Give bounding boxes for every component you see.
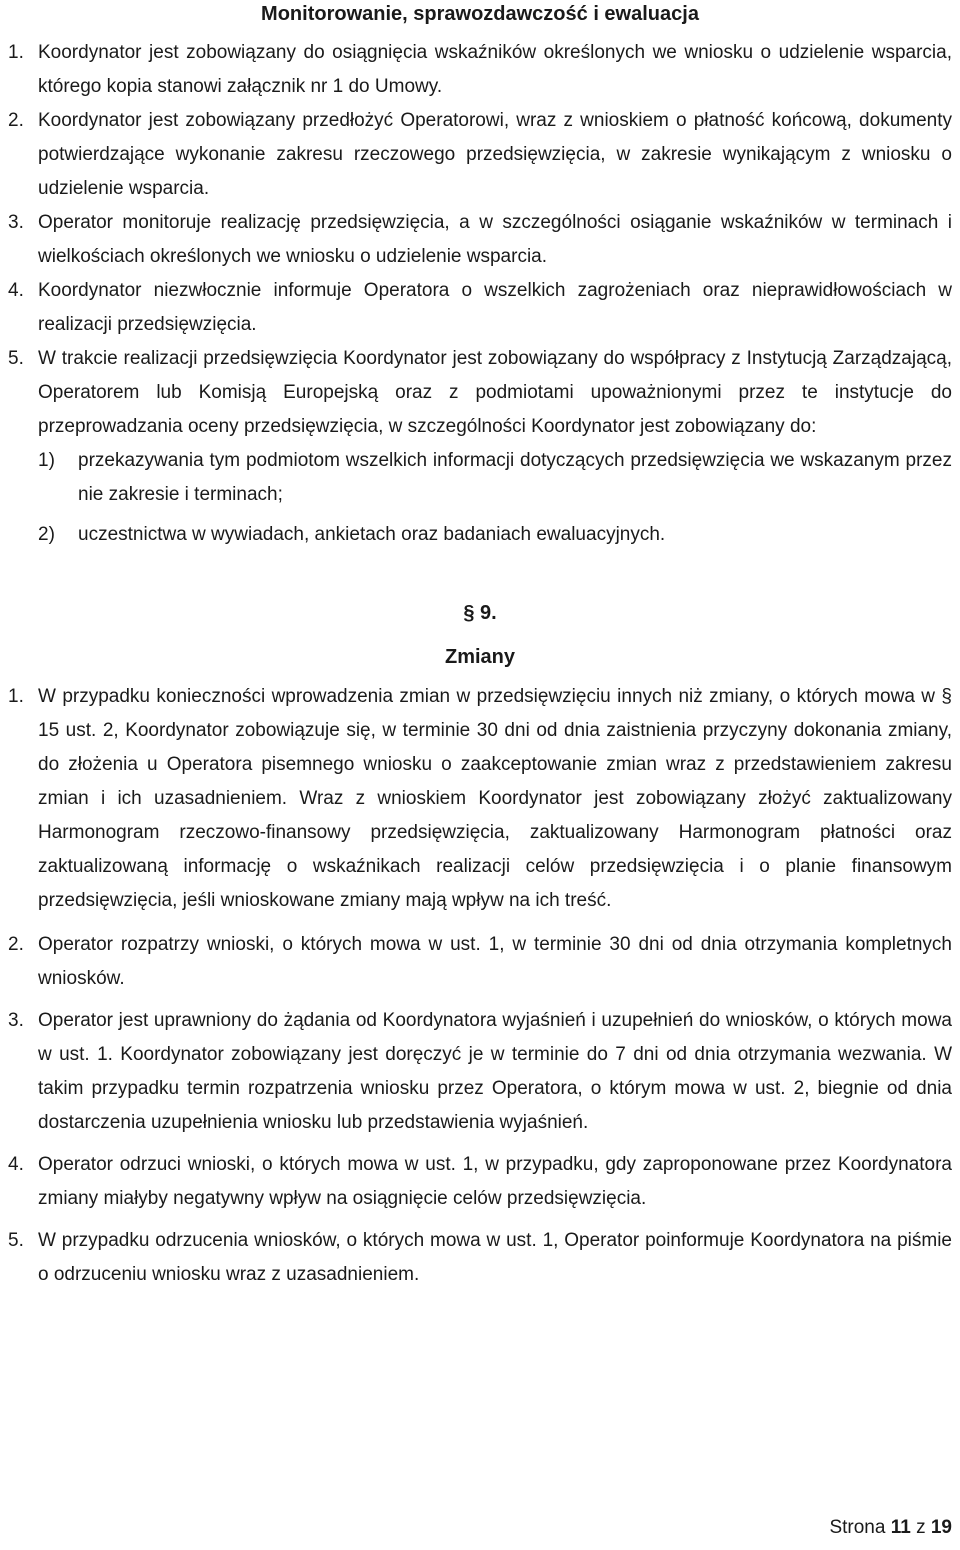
sub-item-text: przekazywania tym podmiotom wszelkich informacji dotyczących przedsięwzięcia we wskazanym przez nie zakresie i terminach;	[78, 450, 952, 505]
sub-list-item	[38, 444, 952, 512]
list-item	[8, 206, 952, 274]
item-number: 4.	[8, 1154, 24, 1175]
item-text: W przypadku odrzucenia wniosków, o których mowa w ust. 1, Operator poinformuje Koordynatora na piśmie o odrzuceniu wniosku wraz z uzasadnieniem.	[38, 1230, 952, 1285]
item-text: Koordynator jest zobowiązany do osiągnięcia wskaźników określonych we wniosku o udzielenie wsparcia, którego kopia stanowi załącznik nr 1 do Umowy.	[38, 42, 952, 97]
item-text: Operator jest uprawniony do żądania od Koordynatora wyjaśnień i uzupełnień do wniosków, o których mowa w ust. 1. Koordynator zobowiązany jest doręczyć je w terminie do 7 dni od dnia otrzymania wezwania. W takim przypadku termin rozpatrzenia wniosku przez Operatora, o którym mowa w ust. 2, biegnie od dnia dostarczenia uzupełnienia wniosku lub przedstawienia wyjaśnień.	[38, 1010, 952, 1133]
item-text: Operator monitoruje realizację przedsięwzięcia, a w szczególności osiąganie wskaźników w terminach i wielkościach określonych we wniosku o udzielenie wsparcia.	[38, 212, 952, 267]
page-separator: z	[916, 1517, 926, 1538]
item-number: 2.	[8, 934, 24, 955]
item-text: Operator odrzuci wnioski, o których mowa w ust. 1, w przypadku, gdy zaproponowane przez Koordynatora zmiany miałyby negatywny wpływ na osiągnięcie celów przedsięwzięcia.	[38, 1154, 952, 1209]
page-current: 11	[890, 1517, 911, 1538]
item-text: Koordynator jest zobowiązany przedłożyć Operatorowi, wraz z wnioskiem o płatność końcową, dokumenty potwierdzające wykonanie zakresu rzeczowego przedsięwzięcia, w zakresie wynikającym z wniosku o udzielenie wsparcia.	[38, 110, 952, 199]
page-total: 19	[930, 1517, 952, 1538]
list-item	[8, 1004, 952, 1140]
item-text: W trakcie realizacji przedsięwzięcia Koordynator jest zobowiązany do współpracy z Instytucją Zarządzającą, Operatorem lub Komisją Europejską oraz z podmiotami upoważnionymi przez te instytucje do przeprowadzania oceny przedsięwzięcia, w szczególności Koordynator jest zobowiązany do:	[38, 348, 952, 437]
sub-list-item	[38, 518, 952, 552]
item-number: 2.	[8, 110, 24, 131]
list-item	[8, 680, 952, 918]
section-number: § 9.	[463, 602, 497, 624]
list-item	[8, 36, 952, 104]
item-number: 5.	[8, 348, 24, 369]
sub-item-text: uczestnictwa w wywiadach, ankietach oraz badaniach ewaluacyjnych.	[78, 524, 666, 545]
page-label: Strona	[829, 1517, 886, 1538]
list-item	[8, 1148, 952, 1216]
spacer	[8, 552, 952, 596]
page-footer	[829, 1514, 952, 1542]
list-item	[8, 274, 952, 342]
changes-list	[8, 680, 952, 1292]
item-text: Koordynator niezwłocznie informuje Operatora o wszelkich zagrożeniach oraz nieprawidłowościach w realizacji przedsięwzięcia.	[38, 280, 952, 335]
item-text: Operator rozpatrzy wnioski, o których mowa w ust. 1, w terminie 30 dni od dnia otrzymania kompletnych wniosków.	[38, 934, 952, 989]
section-heading: Monitorowanie, sprawozdawczość i ewaluacja	[261, 3, 699, 25]
item-number: 1.	[8, 686, 24, 707]
sub-item-number: 2)	[38, 524, 55, 545]
list-item	[8, 1224, 952, 1292]
sub-item-number: 1)	[38, 450, 55, 471]
list-item	[8, 342, 952, 444]
item-number: 1.	[8, 42, 24, 63]
item-number: 4.	[8, 280, 24, 301]
list-item	[8, 104, 952, 206]
item-number: 5.	[8, 1230, 24, 1251]
list-item	[8, 928, 952, 996]
monitoring-list	[8, 36, 952, 552]
item-number: 3.	[8, 212, 24, 233]
section-title: Zmiany	[444, 646, 516, 668]
item-text: W przypadku konieczności wprowadzenia zmian w przedsięwzięciu innych niż zmiany, o których mowa w § 15 ust. 2, Koordynator zobowiązuje się, w terminie 30 dni od dnia zaistnienia przyczyny dokonania zmiany, do złożenia u Operatora pisemnego wniosku o zaakceptowanie zmian wraz z przedstawieniem zakresu zmian i ich uzasadnieniem. Wraz z wnioskiem Koordynator jest zobowiązany złożyć zaktualizowany Harmonogram rzeczowo-finansowy przedsięwzięcia, zaktualizowany Harmonogram płatności oraz zaktualizowaną informację o wskaźnikach realizacji celów przedsięwzięcia i o planie finansowym przedsięwzięcia, jeśli wnioskowane zmiany mają wpływ na ich treść.	[38, 686, 952, 911]
item-number: 3.	[8, 1010, 24, 1031]
